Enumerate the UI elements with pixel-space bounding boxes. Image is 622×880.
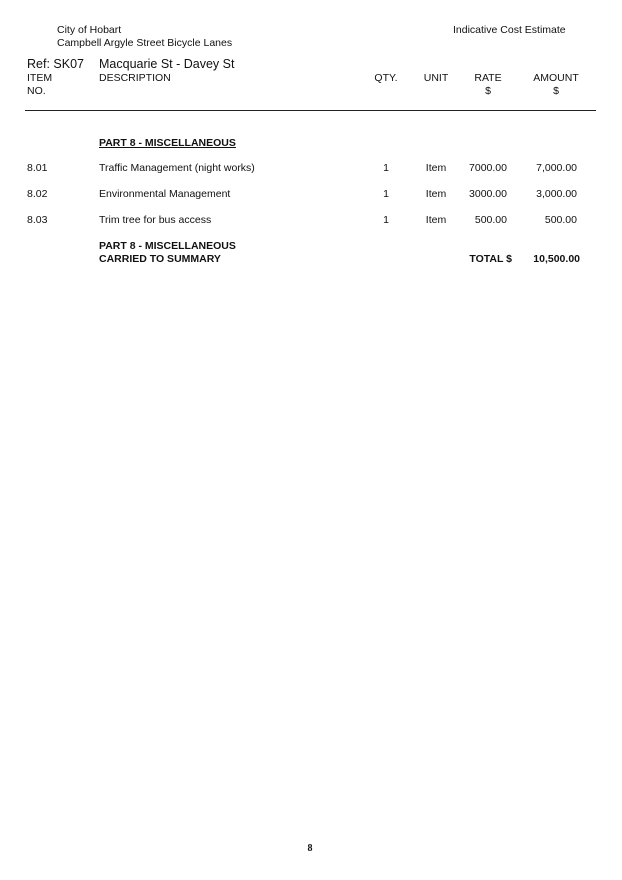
row-amount: 3,000.00 [536,188,577,200]
row-description: Traffic Management (night works) [99,162,255,174]
section-title: PART 8 - MISCELLANEOUS [99,137,236,149]
row-rate: 3000.00 [469,188,507,200]
total-amount: 10,500.00 [533,253,580,265]
summary-carried-label: CARRIED TO SUMMARY [99,253,221,265]
column-header-qty: QTY. [374,72,398,84]
column-header-item: ITEM [27,72,53,84]
row-description: Trim tree for bus access [99,214,212,226]
row-unit: Item [425,188,447,200]
header-divider [25,110,596,111]
row-qty: 1 [383,214,389,226]
column-header-amount-currency: $ [553,85,559,97]
total-label: TOTAL $ [469,253,512,265]
column-header-description: DESCRIPTION [99,72,171,84]
row-unit: Item [425,214,447,226]
row-item-number: 8.03 [27,214,48,226]
reference-code: Ref: SK07 [27,57,84,71]
row-rate: 500.00 [474,214,507,226]
column-header-rate-currency: $ [485,85,491,97]
column-header-amount: AMOUNT [533,72,579,84]
column-header-item-no: NO. [27,85,46,97]
reference-location: Macquarie St - Davey St [99,57,235,71]
row-unit: Item [425,162,447,174]
row-item-number: 8.01 [27,162,48,174]
summary-section-name: PART 8 - MISCELLANEOUS [99,240,236,252]
document-type: Indicative Cost Estimate [453,24,566,36]
row-qty: 1 [383,162,389,174]
column-header-rate: RATE [474,72,502,84]
project-name: Campbell Argyle Street Bicycle Lanes [57,37,233,49]
row-amount: 500.00 [544,214,577,226]
page-number: 8 [307,843,313,854]
column-header-unit: UNIT [423,72,449,84]
row-item-number: 8.02 [27,188,48,200]
row-rate: 7000.00 [469,162,507,174]
org-name: City of Hobart [57,24,122,36]
row-amount: 7,000.00 [536,162,577,174]
row-description: Environmental Management [99,188,231,200]
row-qty: 1 [383,188,389,200]
